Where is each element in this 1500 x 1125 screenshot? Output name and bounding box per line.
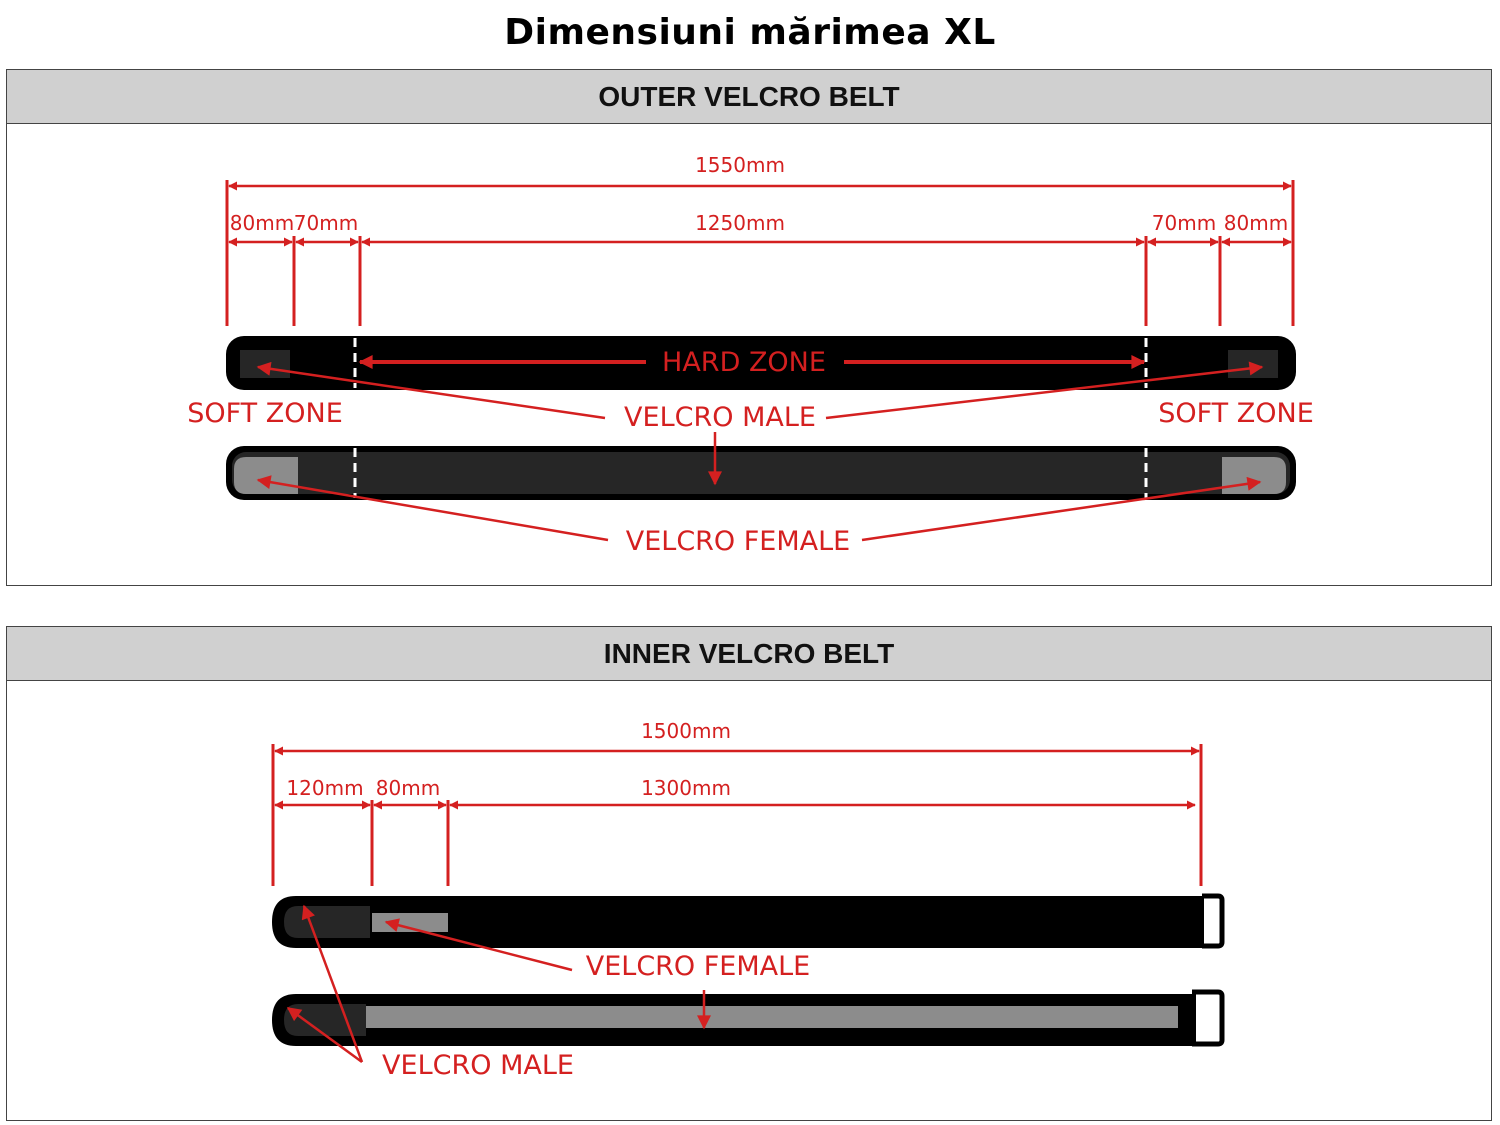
inner-belt-top bbox=[272, 896, 1222, 948]
inner-rest-dimension: 1300mm bbox=[641, 776, 731, 800]
outer-middle-dimension: 1250mm bbox=[695, 211, 785, 235]
outer-belt-header: OUTER VELCRO BELT bbox=[7, 70, 1491, 124]
inner-total-dimension: 1500mm bbox=[641, 719, 731, 743]
hard-zone-label: HARD ZONE bbox=[662, 347, 826, 378]
page-title: Dimensiuni mărimea XL bbox=[504, 12, 996, 53]
soft-zone-right-label: SOFT ZONE bbox=[1158, 398, 1314, 429]
inner-extension-lines bbox=[273, 744, 1201, 886]
outer-left-soft-dimension: 70mm bbox=[293, 211, 359, 235]
outer-extension-lines bbox=[227, 180, 1293, 326]
inner-velcro-female-label: VELCRO FEMALE bbox=[585, 951, 811, 982]
outer-total-dimension: 1550mm bbox=[695, 153, 785, 177]
outer-velcro-male-label: VELCRO MALE bbox=[624, 402, 816, 433]
outer-left-end-dimension: 80mm bbox=[229, 211, 295, 235]
outer-right-end-dimension: 80mm bbox=[1223, 211, 1289, 235]
inner-end-dimension: 120mm bbox=[286, 776, 364, 800]
soft-zone-left-label: SOFT ZONE bbox=[187, 398, 343, 429]
outer-velcro-female-label: VELCRO FEMALE bbox=[625, 526, 851, 557]
inner-belt-header: INNER VELCRO BELT bbox=[7, 627, 1491, 681]
outer-belt-bottom bbox=[226, 446, 1296, 500]
inner-female-dimension: 80mm bbox=[375, 776, 441, 800]
outer-right-soft-dimension: 70mm bbox=[1151, 211, 1217, 235]
inner-belt-bottom bbox=[272, 992, 1222, 1046]
inner-velcro-male-label: VELCRO MALE bbox=[382, 1050, 574, 1081]
